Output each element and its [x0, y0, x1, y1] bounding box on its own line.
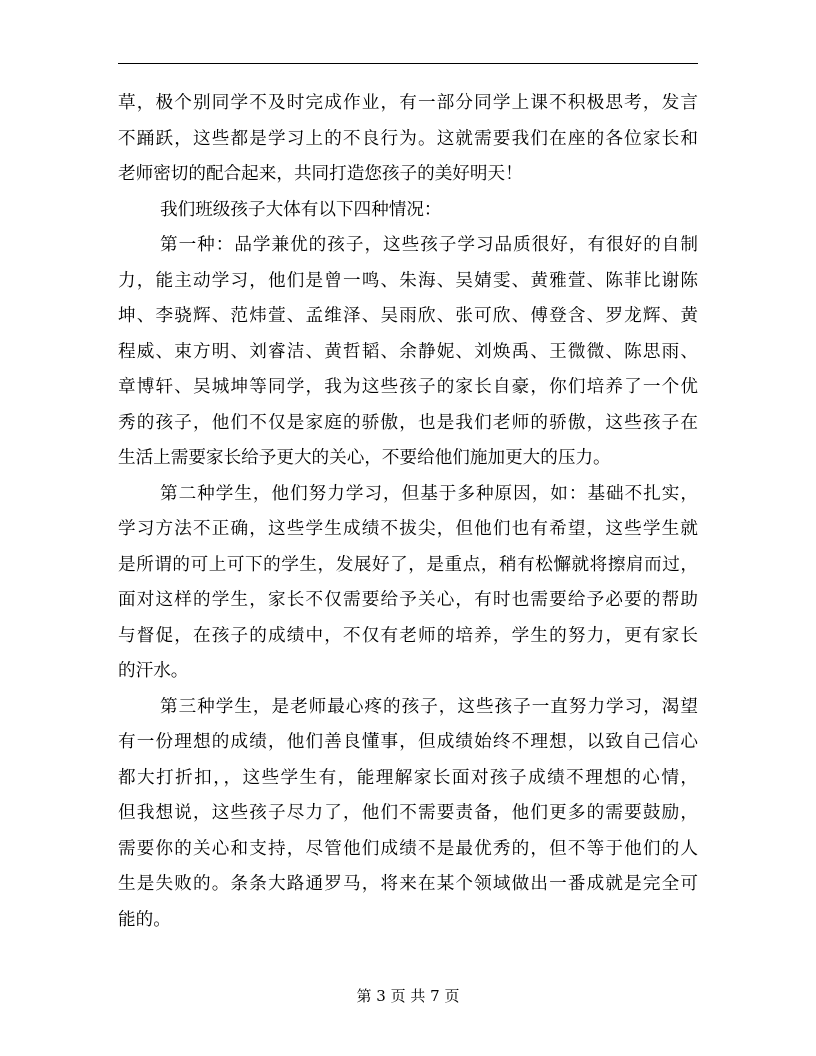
text-line: 能的。 [118, 909, 171, 930]
paragraph [118, 690, 698, 939]
text-line: 有一份理想的成绩，他们善良懂事，但成绩始终不理想，以致自己信心 [118, 732, 698, 752]
text-line: 需要你的关心和支持，尽管他们成绩不是最优秀的，但不等于他们的人 [118, 838, 698, 859]
header-rule [118, 63, 698, 64]
page-number-footer: 第 3 页 共 7 页 [356, 987, 460, 1005]
text-line: 秀的孩子，他们不仅是家庭的骄傲，也是我们老师的骄傲，这些孩子在 [118, 412, 698, 433]
text-line: 老师密切的配合起来，共同打造您孩子的美好明天！ [118, 164, 523, 184]
text-line: 程威、束方明、刘睿洁、黄哲韬、余静妮、刘焕禹、王微微、陈思雨、 [118, 341, 698, 362]
text-line: 面对这样的学生，家长不仅需要给予关心，有时也需要给予必要的帮助 [118, 590, 698, 610]
paragraph [118, 193, 698, 229]
text-line: 与督促，在孩子的成绩中，不仅有老师的培养，学生的努力，更有家长 [118, 625, 698, 646]
text-line: 的汗水。 [118, 661, 189, 681]
text-line: 生活上需要家长给予更大的关心，不要给他们施加更大的压力。 [118, 448, 611, 468]
text-line: 第一种：品学兼优的孩子，这些孩子学习品质很好，有很好的自制 [160, 235, 698, 255]
document-body [118, 86, 698, 938]
text-line: 力，能主动学习，他们是曾一鸣、朱海、吴婧雯、黄雅萱、陈菲比谢陈 [118, 270, 698, 291]
text-line: 第三种学生，是老师最心疼的孩子，这些孩子一直努力学习，渴望 [160, 696, 698, 717]
text-line: 坤、李骁辉、范炜萱、孟维泽、吴雨欣、张可欣、傅登含、罗龙辉、黄 [118, 306, 698, 326]
paragraph [118, 86, 698, 193]
text-line: 都大打折扣，，这些学生有，能理解家长面对孩子成绩不理想的心情， [118, 767, 698, 788]
text-line: 我们班级孩子大体有以下四种情况： [160, 199, 442, 220]
text-line: 但我想说，这些孩子尽力了，他们不需要责备，他们更多的需要鼓励， [118, 803, 698, 823]
text-line: 第二种学生，他们努力学习，但基于多种原因，如：基础不扎实， [160, 483, 698, 504]
text-line: 章博轩、吴城坤等同学，我为这些孩子的家长自豪，你们培养了一个优 [118, 377, 698, 397]
text-line: 是所谓的可上可下的学生，发展好了，是重点，稍有松懈就将擦肩而过， [118, 554, 698, 575]
text-line: 生是失败的。条条大路通罗马，将来在某个领域做出一番成就是完全可 [118, 874, 698, 894]
text-line: 草，极个别同学不及时完成作业，有一部分同学上课不积极思考，发言 [118, 93, 698, 113]
text-line: 学习方法不正确，这些学生成绩不拔尖，但他们也有希望，这些学生就 [118, 519, 698, 539]
paragraph [118, 228, 698, 477]
text-line: 不踊跃，这些都是学习上的不良行为。这就需要我们在座的各位家长和 [118, 128, 698, 149]
paragraph [118, 477, 698, 690]
